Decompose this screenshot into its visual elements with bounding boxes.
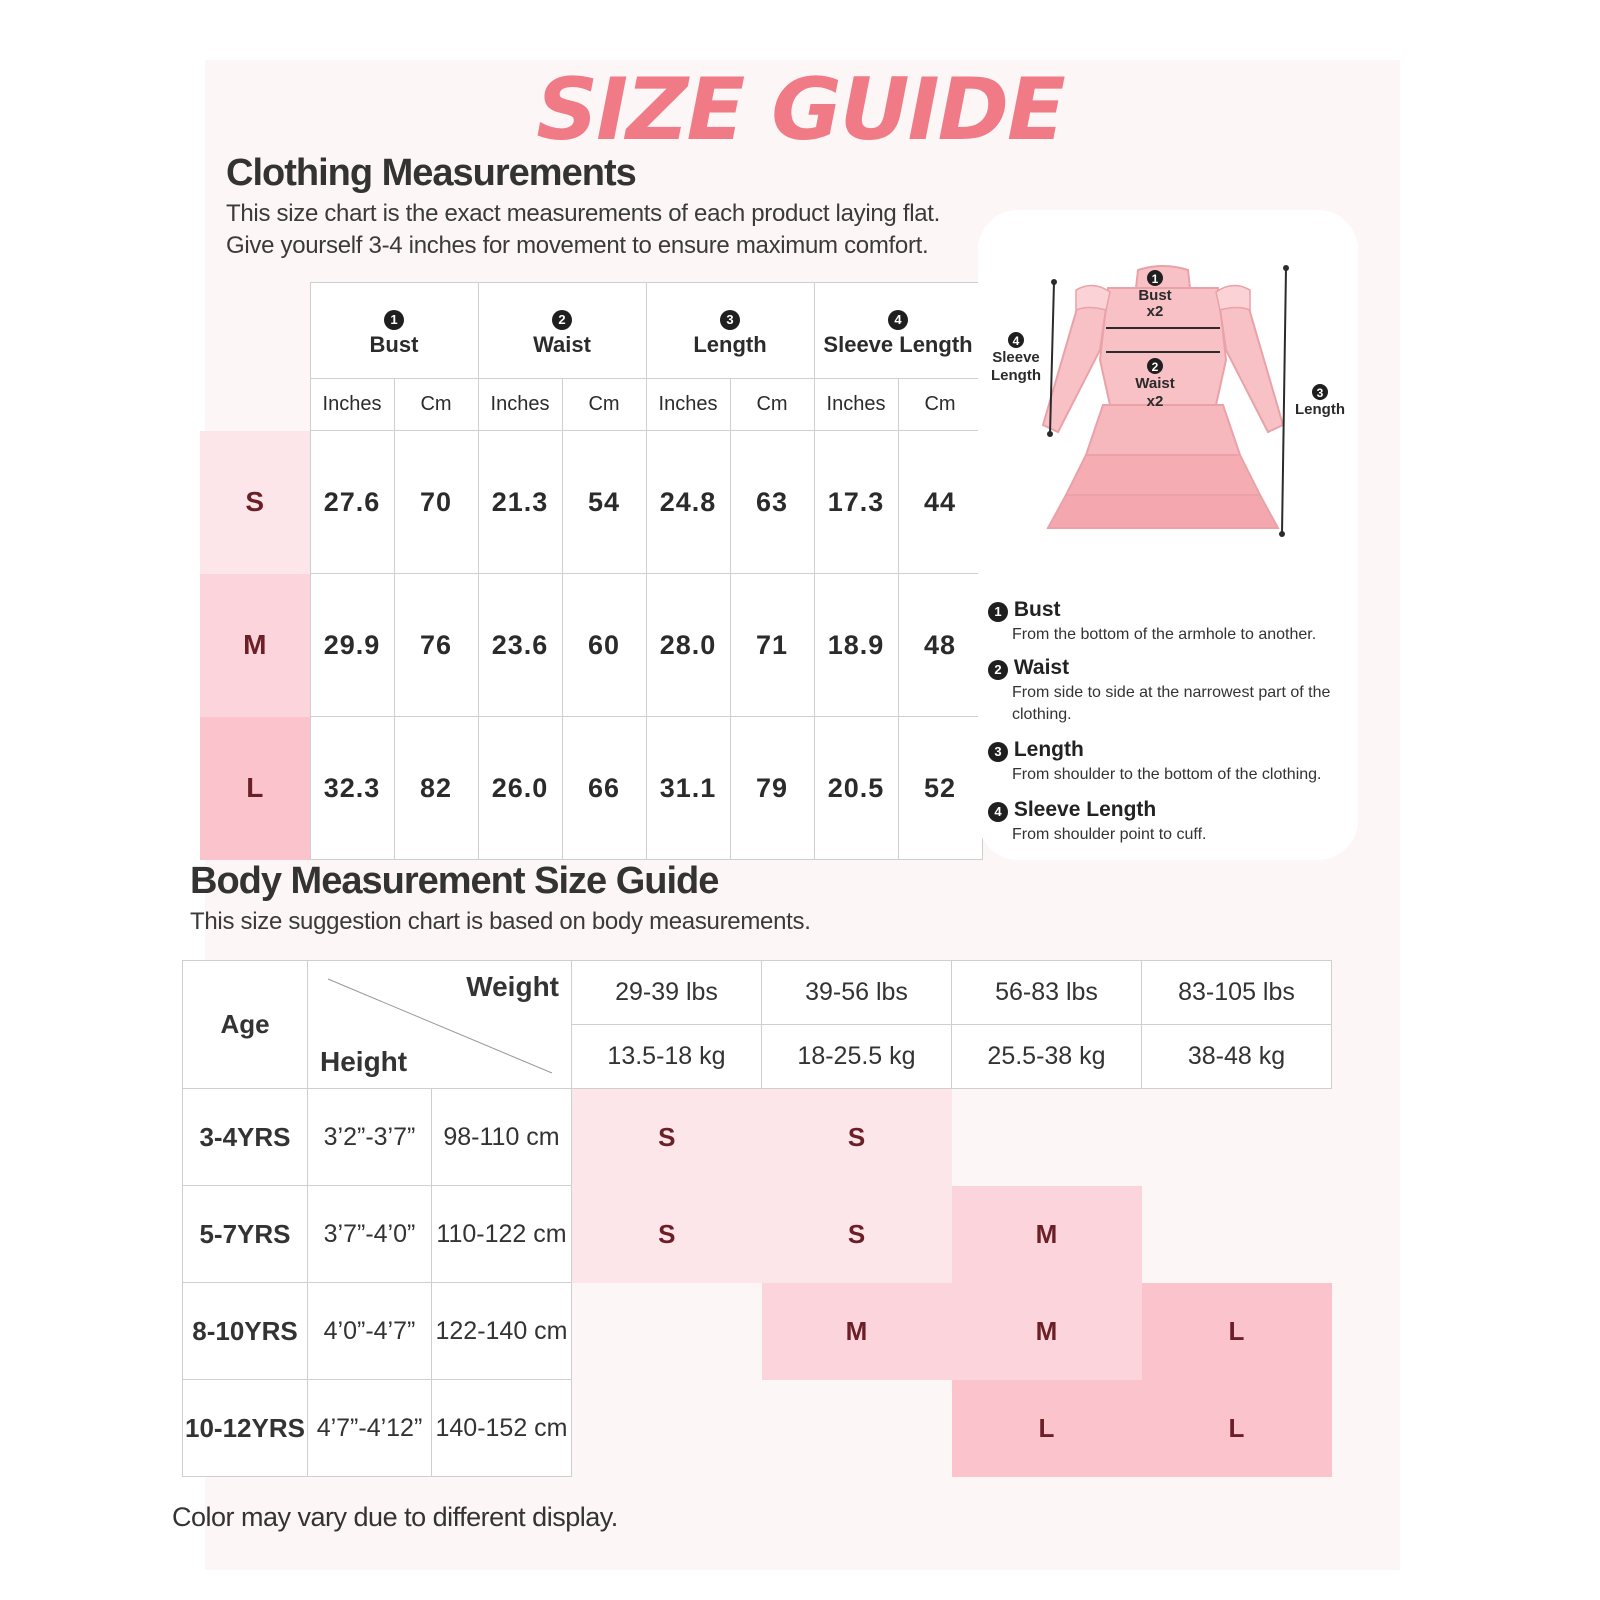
height-label: Height <box>320 1046 408 1077</box>
dress-diagram-panel <box>978 210 1358 860</box>
empty-cell <box>1142 1089 1332 1186</box>
legend-length: 3 Length From shoulder to the bottom of the clothing. <box>988 738 1358 786</box>
height-ft: 3’2”-3’7” <box>308 1089 432 1186</box>
cell: 71 <box>730 574 814 717</box>
cell: 29.9 <box>310 574 394 717</box>
size-label: L <box>200 717 310 860</box>
cell: 63 <box>730 431 814 574</box>
cell: 32.3 <box>310 717 394 860</box>
unit-inches: Inches <box>814 379 898 431</box>
unit-cm: Cm <box>562 379 646 431</box>
weight-kg: 18-25.5 kg <box>762 1025 952 1089</box>
height-cm: 110-122 cm <box>432 1186 572 1283</box>
cell: 70 <box>394 431 478 574</box>
dress-illustration <box>978 210 1358 550</box>
size-cell: S <box>762 1089 952 1186</box>
body-measurement-table <box>182 960 1332 1477</box>
size-cell: S <box>572 1186 762 1283</box>
diagram-sleeve-label: Sleeve <box>992 349 1040 366</box>
size-cell: M <box>762 1283 952 1380</box>
marker-2: 2 <box>1151 360 1159 374</box>
weight-lbs: 39-56 lbs <box>762 961 952 1025</box>
clothing-heading: Clothing Measurements <box>226 152 636 194</box>
cell: 52 <box>898 717 982 860</box>
height-ft: 3’7”-4’0” <box>308 1186 432 1283</box>
legend-bust: 1 Bust From the bottom of the armhole to another. <box>988 598 1358 646</box>
empty-cell <box>952 1089 1142 1186</box>
cell: 31.1 <box>646 717 730 860</box>
cell: 66 <box>562 717 646 860</box>
size-cell: M <box>952 1186 1142 1283</box>
cell: 54 <box>562 431 646 574</box>
height-ft: 4’7”-4’12” <box>308 1380 432 1477</box>
cell: 60 <box>562 574 646 717</box>
size-cell: S <box>762 1186 952 1283</box>
age-cell: 10-12YRS <box>183 1380 308 1477</box>
column-bust: 1 Bust <box>310 283 478 379</box>
weight-kg: 13.5-18 kg <box>572 1025 762 1089</box>
height-ft: 4’0”-4’7” <box>308 1283 432 1380</box>
cell: 76 <box>394 574 478 717</box>
unit-cm: Cm <box>898 379 982 431</box>
weight-kg: 38-48 kg <box>1142 1025 1332 1089</box>
cell: 28.0 <box>646 574 730 717</box>
empty-cell <box>572 1283 762 1380</box>
table-row <box>183 1186 1332 1283</box>
clothing-note-1: This size chart is the exact measurements of each product laying flat. <box>226 200 941 227</box>
footer-note: Color may vary due to different display. <box>172 1502 618 1532</box>
weight-label: Weight <box>466 971 559 1002</box>
height-cm: 98-110 cm <box>432 1089 572 1186</box>
empty-cell <box>762 1380 952 1477</box>
empty-cell <box>1142 1186 1332 1283</box>
diagram-waist-label: Waist <box>1135 375 1175 392</box>
cell: 26.0 <box>478 717 562 860</box>
cell: 48 <box>898 574 982 717</box>
age-cell: 8-10YRS <box>183 1283 308 1380</box>
cell: 21.3 <box>478 431 562 574</box>
table-row <box>183 1089 1332 1186</box>
weight-lbs: 56-83 lbs <box>952 961 1142 1025</box>
table-row <box>200 574 982 717</box>
column-length: 3 Length <box>646 283 814 379</box>
cell: 27.6 <box>310 431 394 574</box>
clothing-measurements-table <box>200 282 983 860</box>
body-heading: Body Measurement Size Guide <box>190 860 719 902</box>
empty-cell <box>572 1380 762 1477</box>
corner-blank <box>200 283 310 431</box>
marker-1: 1 <box>1151 272 1159 286</box>
weight-lbs: 83-105 lbs <box>1142 961 1332 1025</box>
diagram-waist-x: x2 <box>1146 393 1164 410</box>
page-title: SIZE GUIDE <box>536 60 1064 160</box>
cell: 17.3 <box>814 431 898 574</box>
height-cm: 140-152 cm <box>432 1380 572 1477</box>
table-row <box>183 1380 1332 1477</box>
unit-inches: Inches <box>646 379 730 431</box>
cell: 18.9 <box>814 574 898 717</box>
legend-sleeve-length: 4 Sleeve Length From shoulder point to cuff. <box>988 798 1358 846</box>
diagram-bust-x: x2 <box>1146 303 1164 320</box>
age-header: Age <box>183 961 308 1089</box>
clothing-note-2: Give yourself 3-4 inches for movement to ensure maximum comfort. <box>226 232 929 259</box>
diagram-length-label: Length <box>1295 401 1345 418</box>
column-sleeve-length: 4 Sleeve Length <box>814 283 982 379</box>
unit-cm: Cm <box>730 379 814 431</box>
unit-cm: Cm <box>394 379 478 431</box>
legend-waist: 2 Waist From side to side at the narrowest part of the clothing. <box>988 656 1358 726</box>
diagram-bust-label: Bust <box>1138 287 1172 304</box>
weight-kg: 25.5-38 kg <box>952 1025 1142 1089</box>
marker-3: 3 <box>1316 386 1324 400</box>
size-label: S <box>200 431 310 574</box>
marker-4: 4 <box>1012 334 1020 348</box>
size-cell: L <box>1142 1380 1332 1477</box>
weight-height-header <box>308 961 572 1089</box>
size-cell: L <box>1142 1283 1332 1380</box>
table-row <box>200 431 982 574</box>
cell: 44 <box>898 431 982 574</box>
age-cell: 5-7YRS <box>183 1186 308 1283</box>
size-cell: L <box>952 1380 1142 1477</box>
unit-inches: Inches <box>310 379 394 431</box>
table-row <box>183 1283 1332 1380</box>
cell: 20.5 <box>814 717 898 860</box>
age-cell: 3-4YRS <box>183 1089 308 1186</box>
height-cm: 122-140 cm <box>432 1283 572 1380</box>
cell: 82 <box>394 717 478 860</box>
column-waist: 2 Waist <box>478 283 646 379</box>
diagram-sleeve-label-2: Length <box>991 367 1041 384</box>
cell: 23.6 <box>478 574 562 717</box>
cell: 79 <box>730 717 814 860</box>
body-note: This size suggestion chart is based on body measurements. <box>190 908 811 935</box>
size-label: M <box>200 574 310 717</box>
cell: 24.8 <box>646 431 730 574</box>
size-cell: S <box>572 1089 762 1186</box>
weight-lbs: 29-39 lbs <box>572 961 762 1025</box>
size-cell: M <box>952 1283 1142 1380</box>
table-row <box>200 717 982 860</box>
unit-inches: Inches <box>478 379 562 431</box>
